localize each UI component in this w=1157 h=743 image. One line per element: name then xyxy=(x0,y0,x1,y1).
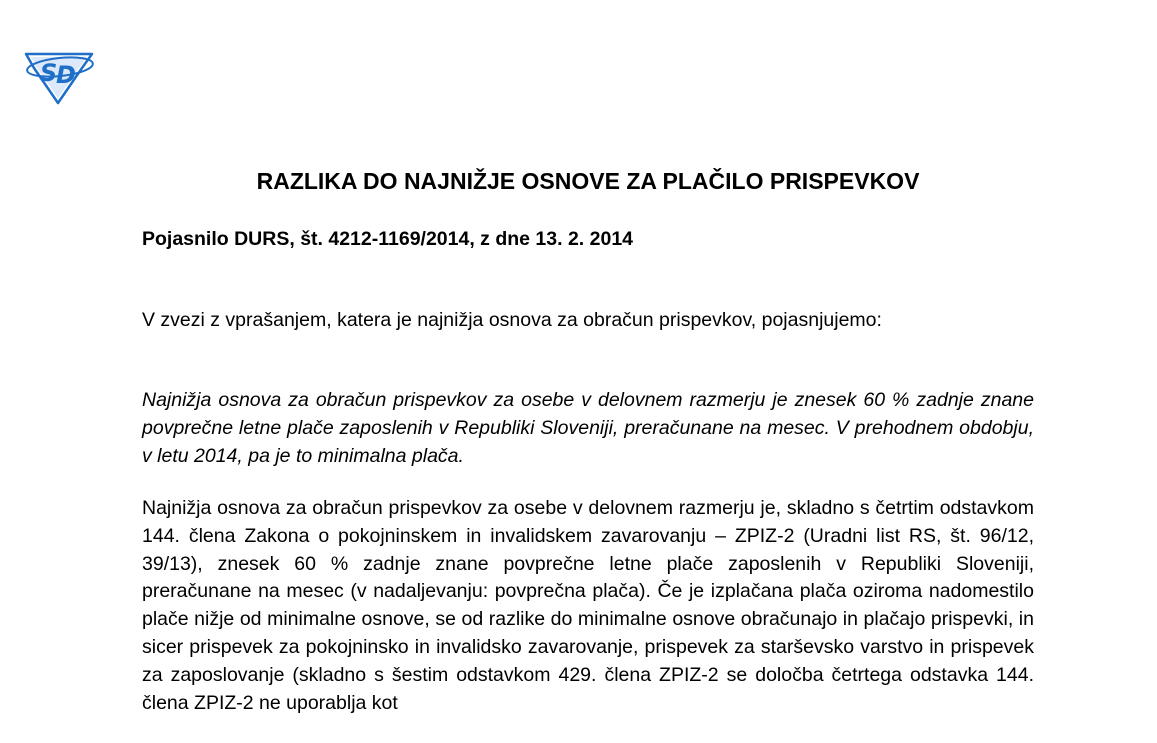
paragraph-intro: V zvezi z vprašanjem, katera je najnižja osnova za obračun prispevkov, pojasnjujemo: xyxy=(142,309,882,331)
paragraph-quote: Najnižja osnova za obračun prispevkov za osebe v delovnem razmerju je znesek 60 % zadnje znane povprečne letne plače zaposlenih v Republiki Sloveniji, preračunane na mesec. V prehodnem obdobju, v letu 2014, pa je to minimalna plača. xyxy=(142,389,1034,467)
document-subtitle: Pojasnilo DURS, št. 4212-1169/2014, z dne 13. 2. 2014 xyxy=(142,228,634,250)
svg-text:D: D xyxy=(56,61,76,89)
document-title: RAZLIKA DO NAJNIŽJE OSNOVE ZA PLAČILO PRISPEVKOV xyxy=(256,168,920,194)
sd-shield-logo-icon xyxy=(22,48,96,106)
paragraph-body: Najnižja osnova za obračun prispevkov za osebe v delovnem razmerju je, skladno s četrtim odstavkom 144. člena Zakona o pokojninskem in invalidskem zavarovanju – ZPIZ-2 (Uradni list RS, št. 96/12, 39/13), znesek 60 % zadnje znane povprečne letne plače zaposlenih v Republiki Sloveniji, preračunane na mesec (v nadaljevanju: povprečna plača). Če je izplačana plača oziroma nadomestilo plače nižje od minimalne osnove, se od razlike do minimalne osnove obračunajo in plačajo prispevki, in sicer prispevek za pokojninsko in invalidsko zavarovanje, prispevek za starševsko varstvo in prispevek za zaposlovanje (skladno s šestim odstavkom 429. člena ZPIZ-2 se določba četrtega odstavka 144. člena ZPIZ-2 ne uporablja kot xyxy=(142,497,1034,714)
svg-text:S: S xyxy=(40,59,58,87)
